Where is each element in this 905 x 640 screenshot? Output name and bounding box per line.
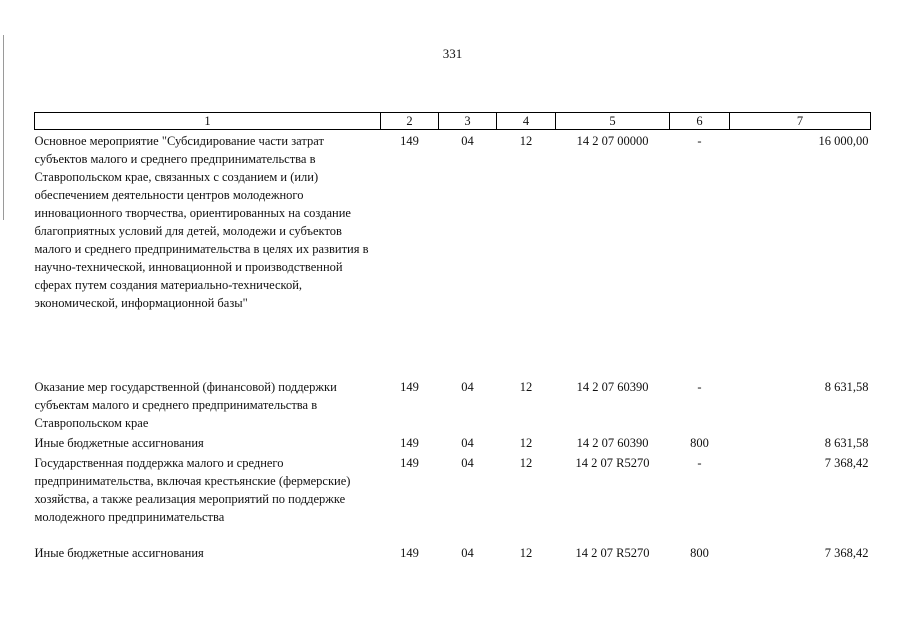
amount-cell: 7 368,42 [824,546,869,560]
expense-type-cell: - [697,134,702,148]
subsection-code-cell: 12 [519,134,533,148]
amount-cell: 8 631,58 [824,436,869,450]
subsection-code-cell: 12 [519,456,533,470]
target-article-cell: 14 2 07 00000 [576,134,649,148]
table-row [35,360,871,432]
amount-cell: 7 368,42 [824,456,869,470]
ministry-code-cell: 149 [400,546,419,560]
target-article-cell: 14 2 07 60390 [576,380,649,394]
expense-type-cell: 800 [690,436,709,450]
ministry-code-cell: 149 [400,134,419,148]
subsection-code-cell: 12 [519,546,533,560]
amount-cell: 16 000,00 [818,134,869,148]
row-name-cell: Основное мероприятие "Субсидирование части затрат субъектов малого и среднего предпринимательства в Ставропольском крае, связанных с созданием и (или) обеспечением деятельности центров молодежного инновационного творчества, ориентированных на создание благоприятных условий для детей, молодежи и субъектов малого и среднего предпринимательства в целях их развития в научно-технической, инновационной и производственной сферах путем создания материально-технической, экономической, информационной базы" [34,134,369,310]
section-code-cell: 04 [461,436,474,450]
subsection-code-cell: 12 [519,380,533,394]
ministry-code-cell: 149 [400,456,419,470]
page-number: 331 [442,46,463,61]
target-article-cell: 14 2 07 R5270 [575,546,650,560]
column-header: 6 [670,113,730,130]
expense-type-cell: 800 [690,546,709,560]
column-header: 5 [556,113,670,130]
target-article-cell: 14 2 07 60390 [576,436,649,450]
ministry-code-cell: 149 [400,436,419,450]
column-header: 2 [381,113,439,130]
section-code-cell: 04 [461,546,474,560]
expense-type-cell: - [697,456,702,470]
target-article-cell: 14 2 07 R5270 [575,456,650,470]
row-name-cell: Государственная поддержка малого и среднего предпринимательства, включая крестьянские (фермерские) хозяйства, а также реализация мероприятий по поддержке молодежного предпринимательства [34,456,351,524]
row-name-cell: Оказание мер государственной (финансовой) поддержки субъектам малого и среднего предпринимательства в Ставропольском крае [34,380,337,430]
column-header: 4 [497,113,556,130]
table-row [35,432,871,452]
amount-cell: 8 631,58 [824,380,869,394]
section-code-cell: 04 [461,134,474,148]
column-header: 3 [439,113,497,130]
section-code-cell: 04 [461,456,474,470]
table-row [35,130,871,361]
row-name-cell: Иные бюджетные ассигнования [34,546,204,560]
column-header: 1 [35,113,381,130]
ministry-code-cell: 149 [400,380,419,394]
subsection-code-cell: 12 [519,436,533,450]
table-header-row [35,113,871,130]
row-name-cell: Иные бюджетные ассигнования [34,436,204,450]
expense-type-cell: - [697,380,702,394]
section-code-cell: 04 [461,380,474,394]
budget-table [34,112,871,562]
page-margin-rule [3,35,4,220]
table-row [35,452,871,542]
table-row [35,542,871,562]
column-header: 7 [730,113,871,130]
